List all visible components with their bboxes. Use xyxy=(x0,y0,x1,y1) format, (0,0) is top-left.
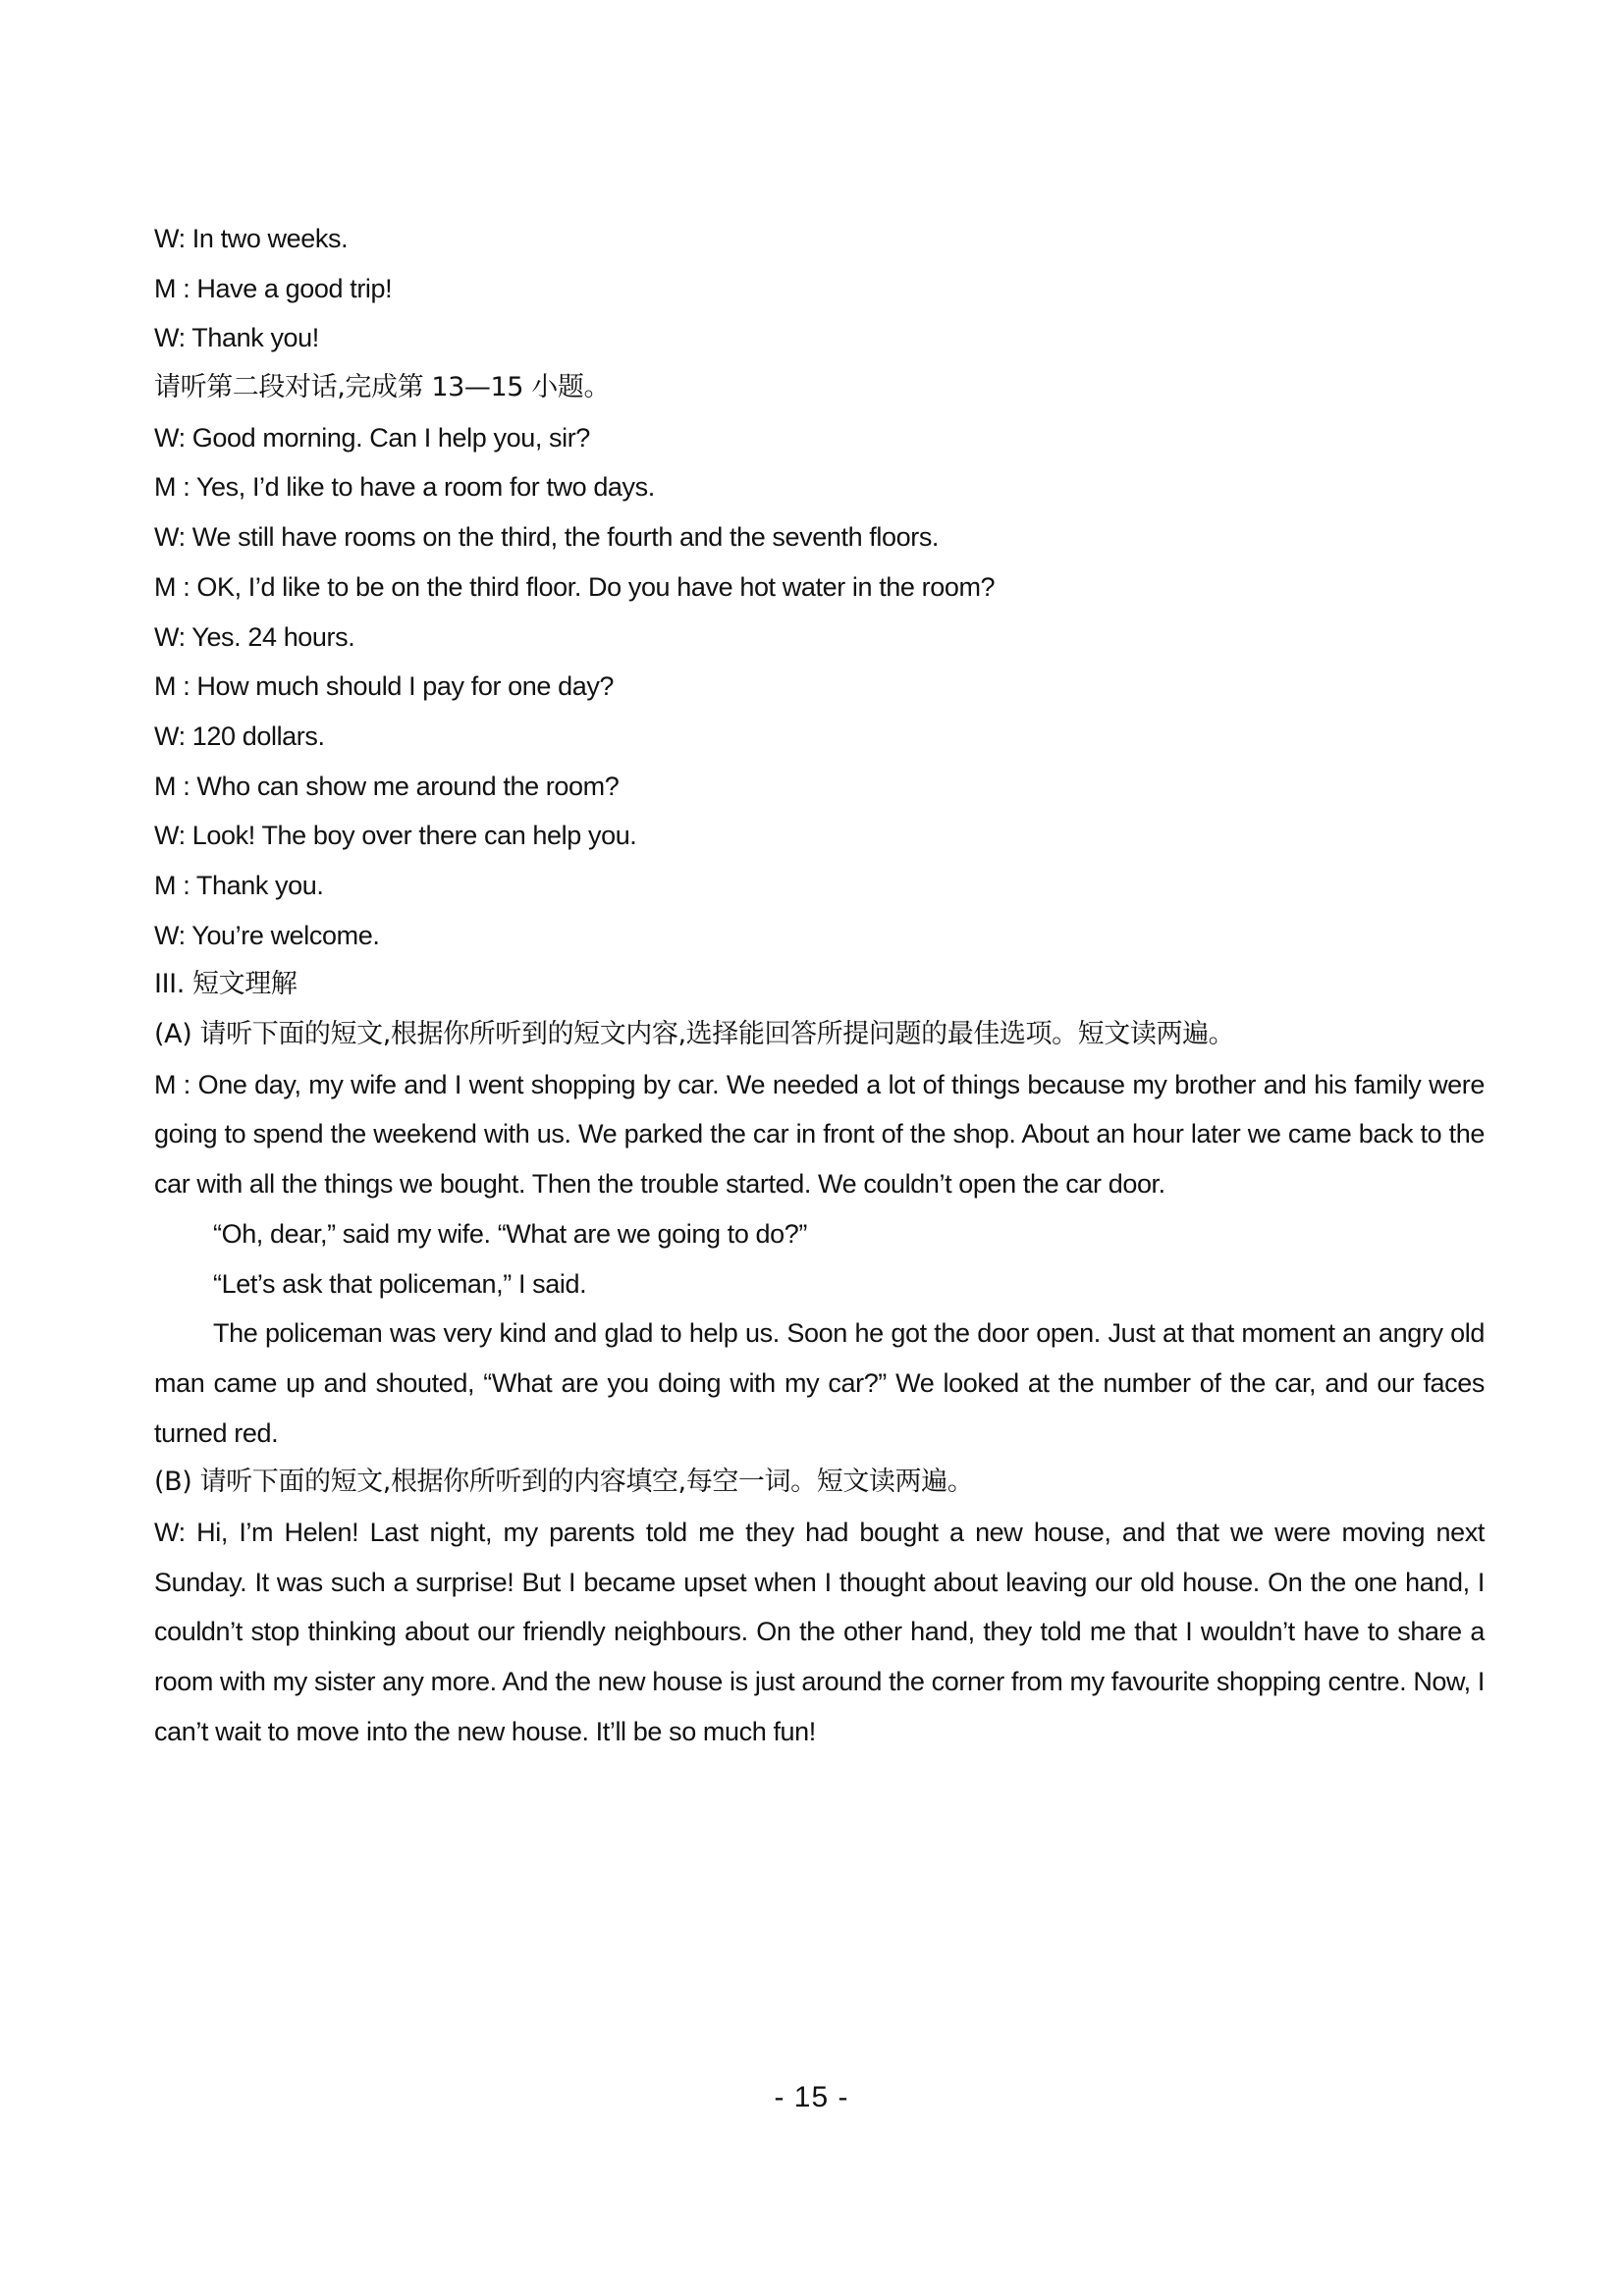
dialogue-line: M : OK, I’d like to be on the third floor. Do you have hot water in the room? xyxy=(154,571,996,602)
dialogue-line: M : Yes, I’d like to have a room for two days. xyxy=(154,472,655,503)
part-a-instruction: (A) 请听下面的短文,根据你所听到的短文内容,选择能回答所提问题的最佳选项。短文读两遍。 xyxy=(154,1019,1235,1049)
dialogue2-instruction: 请听第二段对话,完成第 13—15 小题。 xyxy=(154,372,611,403)
passage-paragraph: “Oh, dear,” said my wife. “What are we going to do?” xyxy=(213,1218,807,1249)
passage-paragraph: W: Hi, I’m Helen! Last night, my parents told me they had bought a new house, and that we were moving next Sunday. It was such a surprise! But I became upset when I thought about leaving our old house. On the one hand, I couldn’t stop thinking about our friendly neighbours. On the other hand, they told me that I wouldn’t have to share a room with my sister any more. And the new house is just around the corner from my favourite shopping centre. Now, I can’t wait to move into the new house. It’ll be so much fun! xyxy=(154,1518,1485,1746)
page-content xyxy=(154,214,1485,1757)
dialogue-line: W: Thank you! xyxy=(154,323,319,353)
dialogue-line: M : Thank you. xyxy=(154,870,324,900)
dialogue-line: W: We still have rooms on the third, the fourth and the seventh floors. xyxy=(154,522,940,553)
passage-paragraph: The policeman was very kind and glad to help us. Soon he got the door open. Just at that moment an angry old man came up and shouted, “What are you doing with my car?” We looked at the number of the car, and our faces turned red. xyxy=(154,1318,1485,1448)
dialogue-line: W: In two weeks. xyxy=(154,224,349,253)
passage-paragraph: “Let’s ask that policeman,” I said. xyxy=(213,1268,587,1299)
dialogue-line: M : How much should I pay for one day? xyxy=(154,671,615,702)
page-number: - 15 - xyxy=(774,2081,849,2113)
dialogue-line: M : Who can show me around the room? xyxy=(154,771,620,801)
dialogue-line: M : Have a good trip! xyxy=(154,273,393,303)
passage-paragraph: M : One day, my wife and I went shopping by car. We needed a lot of things because my brother and his family were going to spend the weekend with us. We parked the car in front of the shop. About an hour later we came back to the car with all the things we bought. Then the trouble started. We couldn’t open the car door. xyxy=(154,1069,1485,1200)
dialogue-line: W: Good morning. Can I help you, sir? xyxy=(154,422,590,453)
dialogue-line: W: Look! The boy over there can help you. xyxy=(154,821,637,851)
dialogue-line: W: 120 dollars. xyxy=(154,721,325,751)
dialogue-line: W: You’re welcome. xyxy=(154,920,380,950)
section-heading: III. 短文理解 xyxy=(154,969,298,1000)
part-b-instruction: (B) 请听下面的短文,根据你所听到的内容填空,每空一词。短文读两遍。 xyxy=(154,1467,974,1498)
dialogue-line: W: Yes. 24 hours. xyxy=(154,621,355,652)
